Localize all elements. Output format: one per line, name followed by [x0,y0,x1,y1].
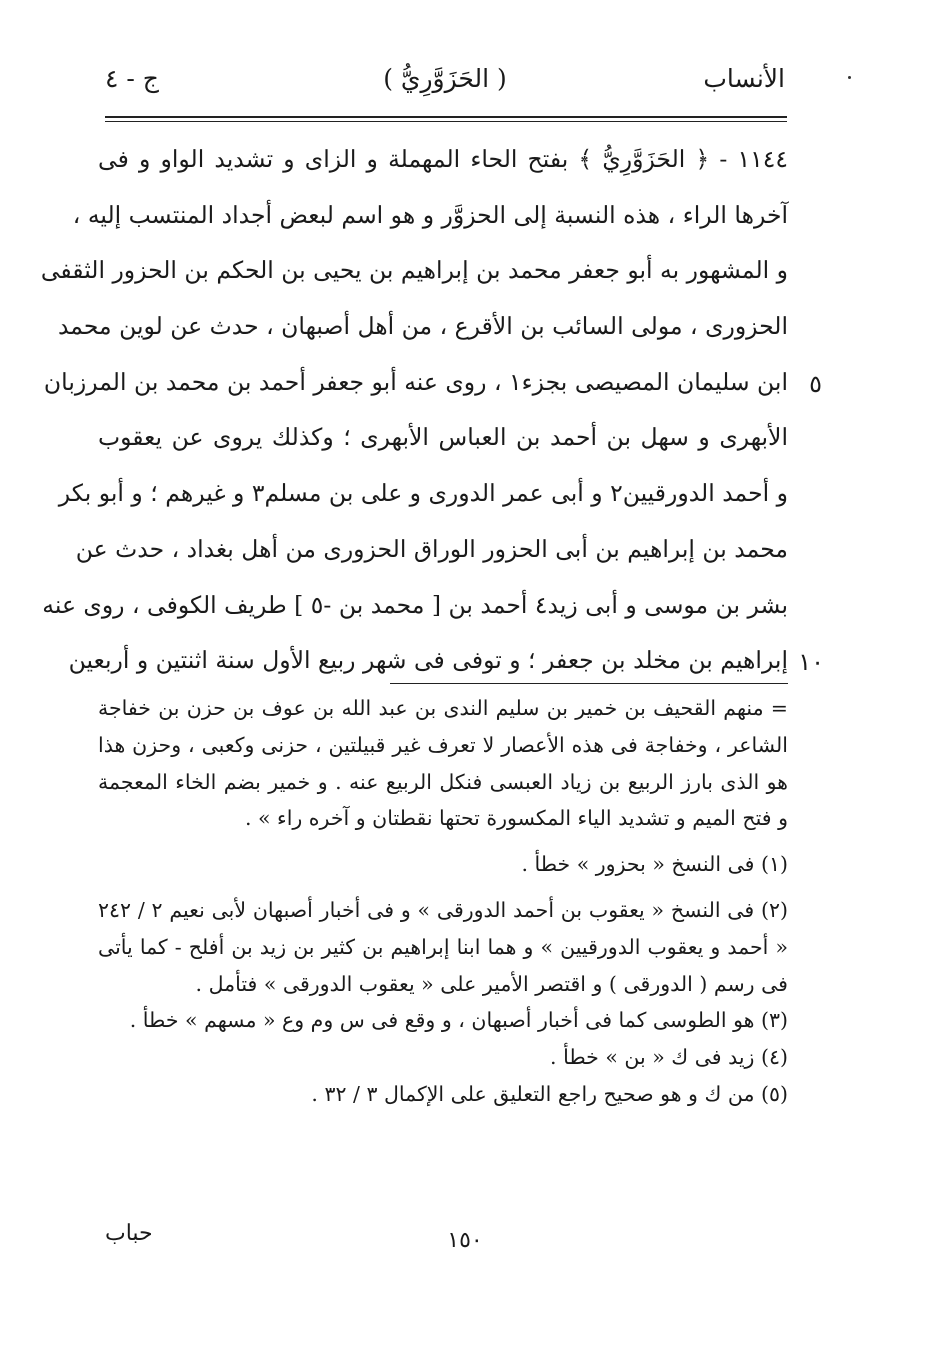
line-number-10: ١٠ [798,648,824,676]
footnote-5: (٥) من ك و هو صحيح راجع التعليق على الإكمال ٣ / ٣٢ . [311,1081,788,1106]
footnote-continuation-line: و فتح الميم و تشديد الياء المكسورة تحتها نقطتان و آخره راء » . [244,806,788,831]
footnote-continuation-line: هو الذى بارز الربيع بن زياد العبسى فنكل الربيع عنه . و خمير بضم الخاء المعجمة [98,769,788,794]
footnote-1: (١) فى النسخ « بحزور » خطأ . [521,852,788,877]
footnote-continuation-line: الشاعر ، وخفاجة فى هذه الأعصار لا تعرف غير قبيلتين ، حزنى وكعبى ، وحزن هذا [98,732,788,757]
page-number: ١٥٠ [447,1228,483,1253]
footnote-continuation-line: = منهم القحيف بن خمير بن سليم الندى بن عبد الله بن عوف بن حزن بن خفاجة [98,696,788,720]
text-line: إبراهيم بن مخلد بن جعفر ؛ و توفى فى شهر ربيع الأول سنة اثنتين و أربعين [68,646,788,675]
speck [848,76,851,79]
text-line: الأبهرى و سهل بن أحمد بن العباس الأبهرى ؛ وكذلك يروى عن يعقوب [98,423,788,452]
header-rule-thick [105,116,787,118]
footnote-2-line: « أحمد و يعقوب الدورقيين » و هما ابنا إبراهيم بن كثير بن زيد بن أفلح - كما يأتى [98,934,788,959]
line-number-5: ٥ [809,370,822,398]
footnote-2-line: فى رسم ( الدورقى ) و اقتصر الأمير على « يعقوب الدورقى » فتأمل . [195,971,788,996]
footnote-4: (٤) زيد فى ك « بن » خطأ . [550,1045,788,1070]
signature-mark: حباب [105,1221,153,1246]
header-book-title: الأنساب [703,64,785,93]
header-entry-title: ( الحَزَوَّرِيُّ ) [383,64,507,93]
running-header [105,64,785,104]
footnote-3: (٣) هو الطوسى كما فى أخبار أصبهان ، و وقع فى س وم وع « مسهم » خطأ . [129,1008,788,1033]
text-line: و أحمد الدورقيين٢ و أبى عمر الدورى و على بن مسلم٣ و غيرهم ؛ و أبو بكر [58,479,788,508]
text-line: و المشهور به أبو جعفر محمد بن إبراهيم بن يحيى بن الحكم بن الحزور الثقفى [40,256,788,285]
header-volume: ج - ٤ [105,64,159,93]
header-rule-thin [105,121,787,122]
text-line: بشر بن موسى و أبى زيد٤ أحمد بن [ محمد بن -٥ ] طريف الكوفى ، روى عنه [42,590,788,619]
text-line: الحزورى ، مولى السائب بن الأقرع ، من أهل أصبهان ، حدث عن لوين محمد [57,312,788,341]
main-text [40,132,788,689]
footnote-rule [390,683,788,684]
footnote-2-line: (٢) فى النسخ « يعقوب بن أحمد الدورقى » و فى أخبار أصبهان لأبى نعيم ٢ / ٢٤٢ [98,897,789,922]
text-line: ١١٤٤ - ﴿ الحَزَوَّرِيُّ ﴾ بفتح الحاء المهملة و الزاى و تشديد الواو و فى [98,145,788,173]
text-line: ابن سليمان المصيصى بجزء١ ، روى عنه أبو جعفر أحمد بن محمد بن المرزبان [43,367,788,396]
text-line: محمد بن إبراهيم بن أبى الحزور الوراق الحزورى من أهل بغداد ، حدث عن [75,534,788,563]
footnotes [98,690,788,1113]
text-line: آخرها الراء ، هذه النسبة إلى الحزوَّر و هو اسم لبعض أجداد المنتسب إليه ، [72,200,788,229]
